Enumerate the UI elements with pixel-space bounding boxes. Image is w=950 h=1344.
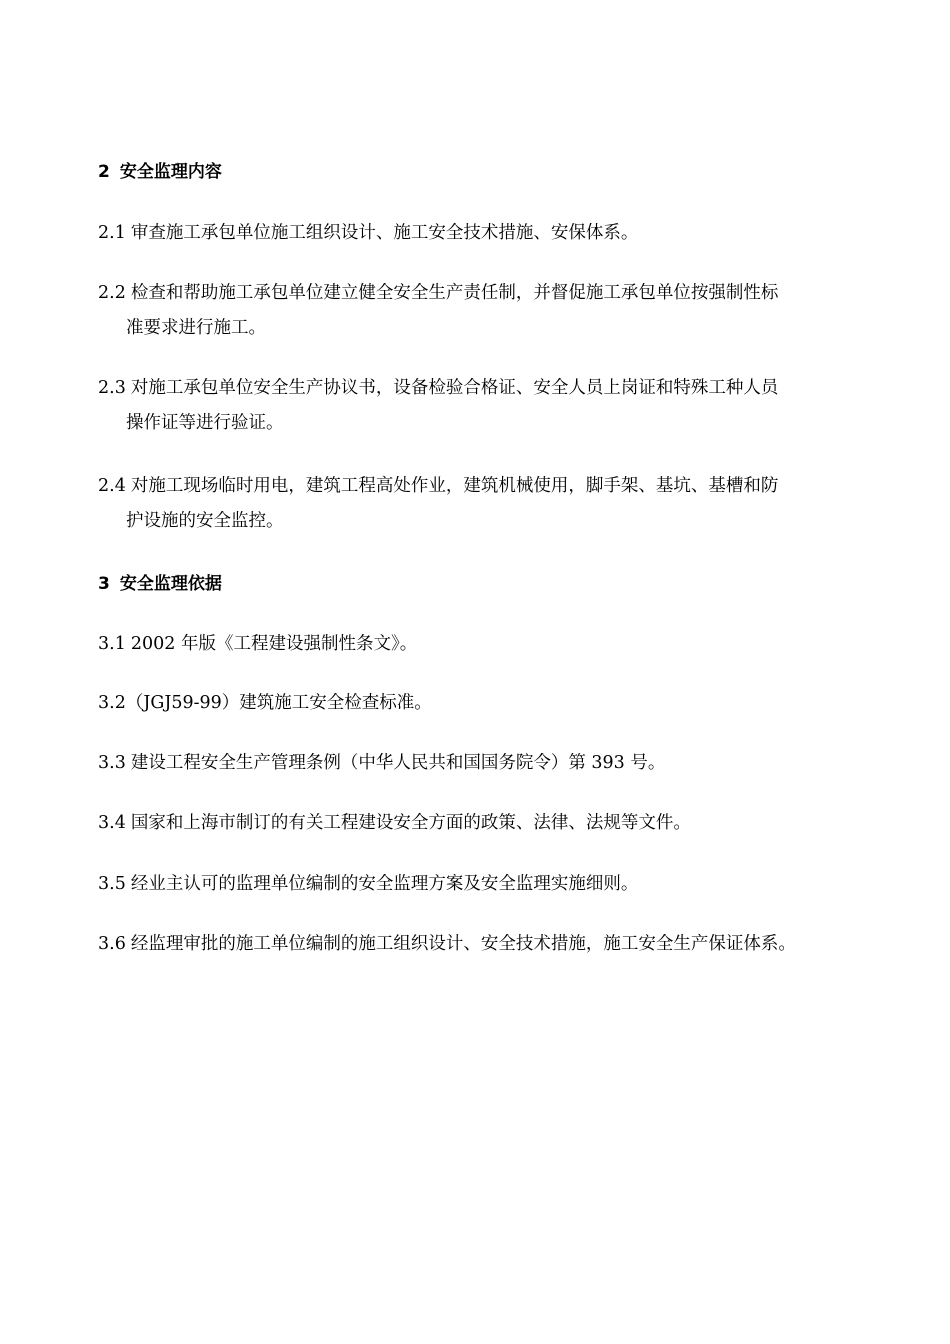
item-number: 2.4 <box>98 476 126 496</box>
item-text: 检查和帮助施工承包单位建立健全安全生产责任制，并督促施工承包单位按强制性标 <box>130 283 779 303</box>
list-item <box>98 746 858 781</box>
item-text: 经业主认可的监理单位编制的安全监理方案及安全监理实施细则。 <box>130 874 639 894</box>
item-number: 3.5 <box>98 874 126 894</box>
item-number: 3.4 <box>98 813 126 833</box>
list-item <box>98 371 858 441</box>
item-number: 2.3 <box>98 378 126 398</box>
list-item <box>98 686 858 721</box>
item-text: 2002 年版《工程建设强制性条文》。 <box>130 634 418 654</box>
item-text-continued: 护设施的安全监控。 <box>126 511 284 531</box>
item-number: 2.1 <box>98 223 126 243</box>
section-number: 3 <box>98 574 110 594</box>
item-text: 审查施工承包单位施工组织设计、施工安全技术措施、安保体系。 <box>130 223 639 243</box>
item-number: 3.6 <box>98 934 126 954</box>
list-item <box>98 927 858 962</box>
item-text: 对施工承包单位安全生产协议书，设备检验合格证、安全人员上岗证和特殊工种人员 <box>130 378 779 398</box>
item-text: 经监理审批的施工单位编制的施工组织设计、安全技术措施，施工安全生产保证体系。 <box>130 934 796 954</box>
list-item <box>98 216 858 251</box>
item-text: （JGJ59-99）建筑施工安全检查标准。 <box>125 693 432 713</box>
list-item <box>98 806 858 841</box>
section-heading <box>98 572 222 596</box>
list-item <box>98 867 858 902</box>
item-number: 3.1 <box>98 634 126 654</box>
list-item <box>98 469 858 539</box>
list-item <box>98 276 858 346</box>
section-number: 2 <box>98 162 110 182</box>
section-title: 安全监理内容 <box>119 162 222 182</box>
section-title: 安全监理依据 <box>119 574 222 594</box>
section-heading <box>98 160 222 184</box>
item-number: 3.3 <box>98 753 126 773</box>
item-text: 国家和上海市制订的有关工程建设安全方面的政策、法律、法规等文件。 <box>130 813 691 833</box>
item-text-continued: 准要求进行施工。 <box>126 318 266 338</box>
item-text-continued: 操作证等进行验证。 <box>126 413 284 433</box>
item-number: 2.2 <box>98 283 126 303</box>
item-text: 对施工现场临时用电，建筑工程高处作业，建筑机械使用，脚手架、基坑、基槽和防 <box>130 476 779 496</box>
list-item <box>98 627 858 662</box>
item-number: 3.2 <box>98 693 126 713</box>
item-text: 建设工程安全生产管理条例（中华人民共和国国务院令）第 393 号。 <box>130 753 666 773</box>
